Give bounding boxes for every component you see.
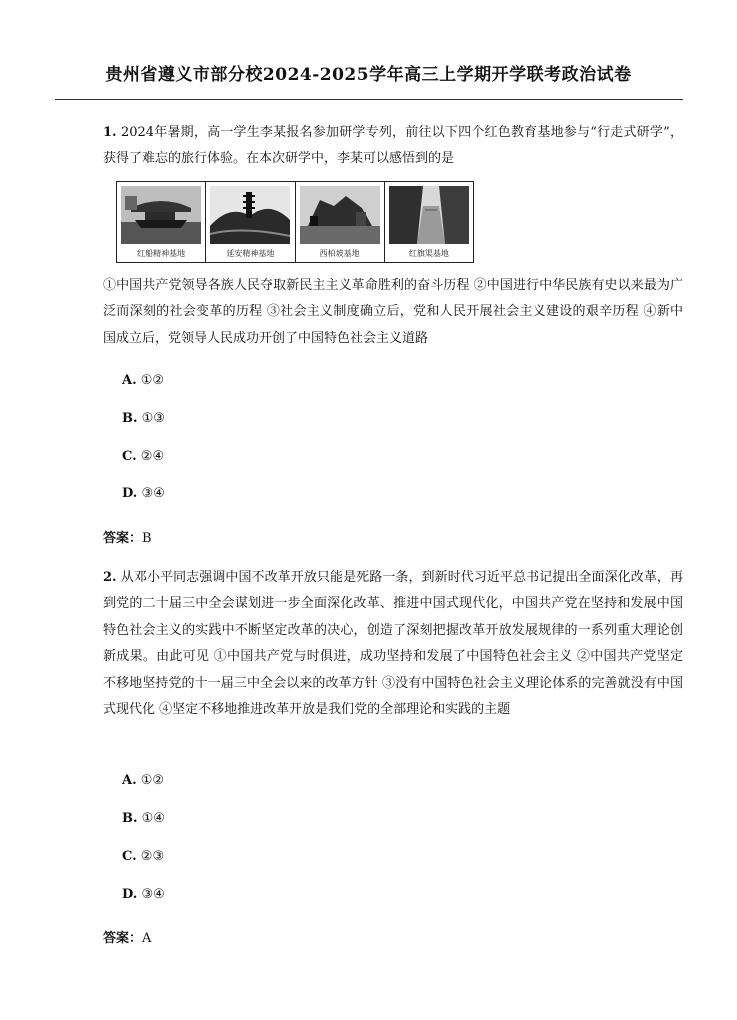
image-red-boat-base (117, 182, 206, 262)
image-caption: 延安精神基地 (226, 249, 275, 258)
question-1-stem (103, 120, 683, 173)
title-divider (55, 99, 683, 100)
question-1-option-a[interactable] (122, 373, 164, 388)
question-1-option-d[interactable] (122, 486, 165, 501)
document-title: 贵州省遵义市部分校2024-2025学年高三上学期开学联考政治试卷 (105, 65, 632, 85)
option-letter: D. (122, 486, 138, 501)
option-letter: C. (122, 849, 137, 864)
image-caption: 红船精神基地 (137, 249, 186, 258)
question-1-number: 1. (103, 125, 117, 140)
option-letter: A. (122, 773, 137, 788)
image-red-flag-canal-base (385, 182, 473, 262)
question-2-option-a[interactable] (122, 773, 164, 788)
option-letter: B. (122, 411, 138, 426)
option-text: ①③ (141, 411, 165, 426)
option-letter: C. (122, 449, 137, 464)
option-text: ①② (140, 773, 165, 788)
option-text: ③④ (141, 486, 165, 501)
question-1-text: 2024年暑期，高一学生李某报名参加研学专列，前往以下四个红色教育基地参与“行走式研学”，获得了难忘的旅行体验。在本次研学中，李某可以感悟到的是 (103, 125, 683, 167)
question-2-stem (103, 565, 683, 723)
question-1-option-b[interactable] (122, 411, 165, 426)
question-2-option-b[interactable] (122, 811, 165, 826)
question-1-image-strip (116, 181, 474, 263)
answer-value: A (142, 931, 152, 946)
boat-photo-icon (121, 186, 201, 244)
option-text: ②③ (140, 849, 165, 864)
question-2-answer (103, 927, 151, 946)
question-2-number: 2. (103, 570, 117, 585)
monument-photo-icon (300, 186, 380, 244)
image-caption: 红旗渠基地 (408, 249, 449, 258)
option-text: ①④ (141, 811, 165, 826)
answer-label: 答案： (103, 931, 143, 946)
answer-value: B (142, 531, 152, 546)
question-1-option-c[interactable] (122, 449, 164, 464)
option-text: ①② (140, 373, 165, 388)
option-letter: A. (122, 373, 137, 388)
canal-cliff-photo-icon (389, 186, 469, 244)
option-letter: D. (122, 887, 138, 902)
question-2-option-c[interactable] (122, 849, 164, 864)
option-text: ③④ (141, 887, 165, 902)
question-1-statements: ①中国共产党领导各族人民夺取新民主主义革命胜利的奋斗历程 ②中国进行中华民族有史以来最为广泛而深刻的社会变革的历程 ③社会主义制度确立后，党和人民开展社会主义建设的艰辛历程 ④新中国成立后，党领导人民成功开创了中国特色社会主义道路 (103, 278, 683, 346)
option-letter: B. (122, 811, 138, 826)
question-2-option-d[interactable] (122, 887, 165, 902)
pagoda-mountain-photo-icon (210, 186, 290, 244)
question-2-text: 从邓小平同志强调中国不改革开放只能是死路一条，到新时代习近平总书记提出全面深化改革，再到党的二十届三中全会谋划进一步全面深化改革、推进中国式现代化，中国共产党在坚持和发展中国特色社会主义的实践中不断坚定改革的决心，创造了深刻把握改革开放发展规律的一系列重大理论创新成果。由此可见 ①中国共产党与时俱进，成功坚持和发展了中国特色社会主义 ②中国共产党坚定不移地坚持党的十一届三中全会以来的改革方针 ③没有中国特色社会主义理论体系的完善就没有中国式现代化 ④坚定不移地推进改革开放是我们党的全部理论和实践的主题 (103, 570, 683, 718)
answer-label: 答案： (103, 531, 143, 546)
option-text: ②④ (140, 449, 165, 464)
image-xibaipo-base (296, 182, 385, 262)
image-yanan-base (206, 182, 295, 262)
question-1-answer (103, 527, 152, 546)
image-caption: 西柏坡基地 (319, 249, 360, 258)
